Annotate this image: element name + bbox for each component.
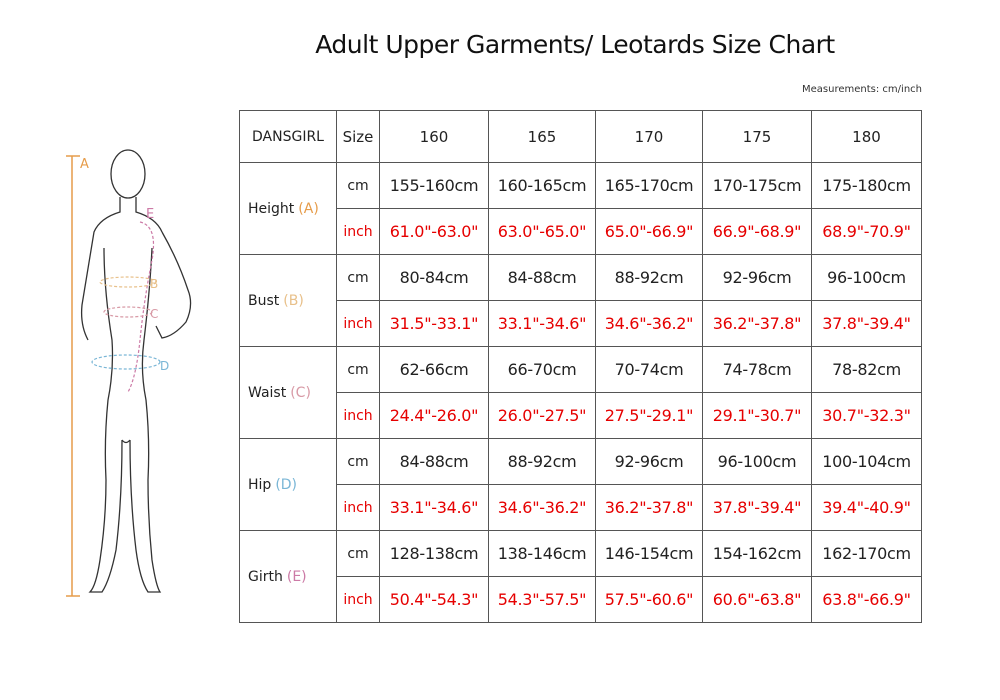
body-figure	[60, 140, 220, 610]
cm-value: 160-165cm	[489, 163, 596, 209]
measurement-label	[240, 255, 337, 347]
measurement-label	[240, 531, 337, 623]
measurement-letter: (A)	[298, 200, 319, 217]
measurement-row-cm	[240, 531, 922, 577]
size-chart-table	[239, 110, 922, 623]
cm-value: 80-84cm	[380, 255, 489, 301]
inch-value: 37.8"-39.4"	[703, 485, 812, 531]
inch-value: 33.1"-34.6"	[380, 485, 489, 531]
inch-value: 63.8"-66.9"	[812, 577, 922, 623]
cm-value: 96-100cm	[812, 255, 922, 301]
inch-value: 57.5"-60.6"	[596, 577, 703, 623]
cm-value: 84-88cm	[380, 439, 489, 485]
measurement-row-inch	[240, 209, 922, 255]
cm-value: 74-78cm	[703, 347, 812, 393]
size-header: 170	[596, 111, 703, 163]
unit-cm: cm	[337, 439, 380, 485]
inch-value: 39.4"-40.9"	[812, 485, 922, 531]
cm-value: 88-92cm	[596, 255, 703, 301]
inch-value: 27.5"-29.1"	[596, 393, 703, 439]
measurement-letter: (B)	[283, 292, 304, 309]
measurement-letter: (C)	[290, 384, 311, 401]
measurement-note: Measurements: cm/inch	[802, 84, 922, 95]
size-header: 165	[489, 111, 596, 163]
inch-value: 63.0"-65.0"	[489, 209, 596, 255]
inch-value: 60.6"-63.8"	[703, 577, 812, 623]
measurement-row-inch	[240, 393, 922, 439]
unit-inch: inch	[337, 393, 380, 439]
inch-value: 34.6"-36.2"	[596, 301, 703, 347]
cm-value: 84-88cm	[489, 255, 596, 301]
cm-value: 154-162cm	[703, 531, 812, 577]
measurement-name: Waist	[248, 384, 287, 401]
measurement-row-inch	[240, 301, 922, 347]
measurement-label	[240, 163, 337, 255]
measurement-row-inch	[240, 485, 922, 531]
size-header: 175	[703, 111, 812, 163]
letter-c: C	[150, 307, 159, 321]
inch-value: 61.0"-63.0"	[380, 209, 489, 255]
letter-b: B	[150, 277, 159, 291]
measurement-name: Girth	[248, 568, 283, 585]
cm-value: 78-82cm	[812, 347, 922, 393]
cm-value: 92-96cm	[596, 439, 703, 485]
brand-header: DANSGIRL	[240, 111, 337, 163]
size-header: 180	[812, 111, 922, 163]
inch-value: 24.4"-26.0"	[380, 393, 489, 439]
body-outline	[82, 150, 191, 592]
cm-value: 92-96cm	[703, 255, 812, 301]
measurement-row-cm	[240, 439, 922, 485]
inch-value: 65.0"-66.9"	[596, 209, 703, 255]
unit-inch: inch	[337, 577, 380, 623]
cm-value: 62-66cm	[380, 347, 489, 393]
inch-value: 34.6"-36.2"	[489, 485, 596, 531]
height-marker	[66, 156, 80, 596]
unit-inch: inch	[337, 301, 380, 347]
measurement-letter: (D)	[275, 476, 298, 493]
cm-value: 146-154cm	[596, 531, 703, 577]
inch-value: 50.4"-54.3"	[380, 577, 489, 623]
unit-cm: cm	[337, 531, 380, 577]
letter-d: D	[160, 359, 170, 373]
measurement-row-cm	[240, 255, 922, 301]
cm-value: 66-70cm	[489, 347, 596, 393]
measurement-name: Hip	[248, 476, 272, 493]
measurement-row-inch	[240, 577, 922, 623]
hip-marker	[92, 355, 160, 369]
chart-title: Adult Upper Garments/ Leotards Size Chart	[315, 30, 835, 59]
inch-value: 33.1"-34.6"	[489, 301, 596, 347]
unit-cm: cm	[337, 163, 380, 209]
unit-cm: cm	[337, 255, 380, 301]
cm-value: 96-100cm	[703, 439, 812, 485]
waist-marker	[104, 307, 152, 317]
inch-value: 66.9"-68.9"	[703, 209, 812, 255]
cm-value: 138-146cm	[489, 531, 596, 577]
inch-value: 26.0"-27.5"	[489, 393, 596, 439]
unit-inch: inch	[337, 209, 380, 255]
cm-value: 162-170cm	[812, 531, 922, 577]
letter-e: E	[146, 207, 155, 222]
cm-value: 100-104cm	[812, 439, 922, 485]
size-label: Size	[337, 111, 380, 163]
cm-value: 70-74cm	[596, 347, 703, 393]
cm-value: 165-170cm	[596, 163, 703, 209]
measurement-label	[240, 347, 337, 439]
inch-value: 68.9"-70.9"	[812, 209, 922, 255]
measurement-row-cm	[240, 347, 922, 393]
unit-cm: cm	[337, 347, 380, 393]
size-header: 160	[380, 111, 489, 163]
inch-value: 36.2"-37.8"	[703, 301, 812, 347]
measurement-name: Height	[248, 200, 295, 217]
cm-value: 128-138cm	[380, 531, 489, 577]
measurement-label	[240, 439, 337, 531]
inch-value: 31.5"-33.1"	[380, 301, 489, 347]
measurement-letter: (E)	[286, 568, 307, 585]
unit-inch: inch	[337, 485, 380, 531]
measurement-name: Bust	[248, 292, 280, 309]
header-row	[240, 111, 922, 163]
letter-a: A	[80, 157, 89, 172]
cm-value: 175-180cm	[812, 163, 922, 209]
cm-value: 88-92cm	[489, 439, 596, 485]
inch-value: 29.1"-30.7"	[703, 393, 812, 439]
inch-value: 54.3"-57.5"	[489, 577, 596, 623]
inch-value: 36.2"-37.8"	[596, 485, 703, 531]
measurement-row-cm	[240, 163, 922, 209]
cm-value: 155-160cm	[380, 163, 489, 209]
cm-value: 170-175cm	[703, 163, 812, 209]
inch-value: 37.8"-39.4"	[812, 301, 922, 347]
inch-value: 30.7"-32.3"	[812, 393, 922, 439]
